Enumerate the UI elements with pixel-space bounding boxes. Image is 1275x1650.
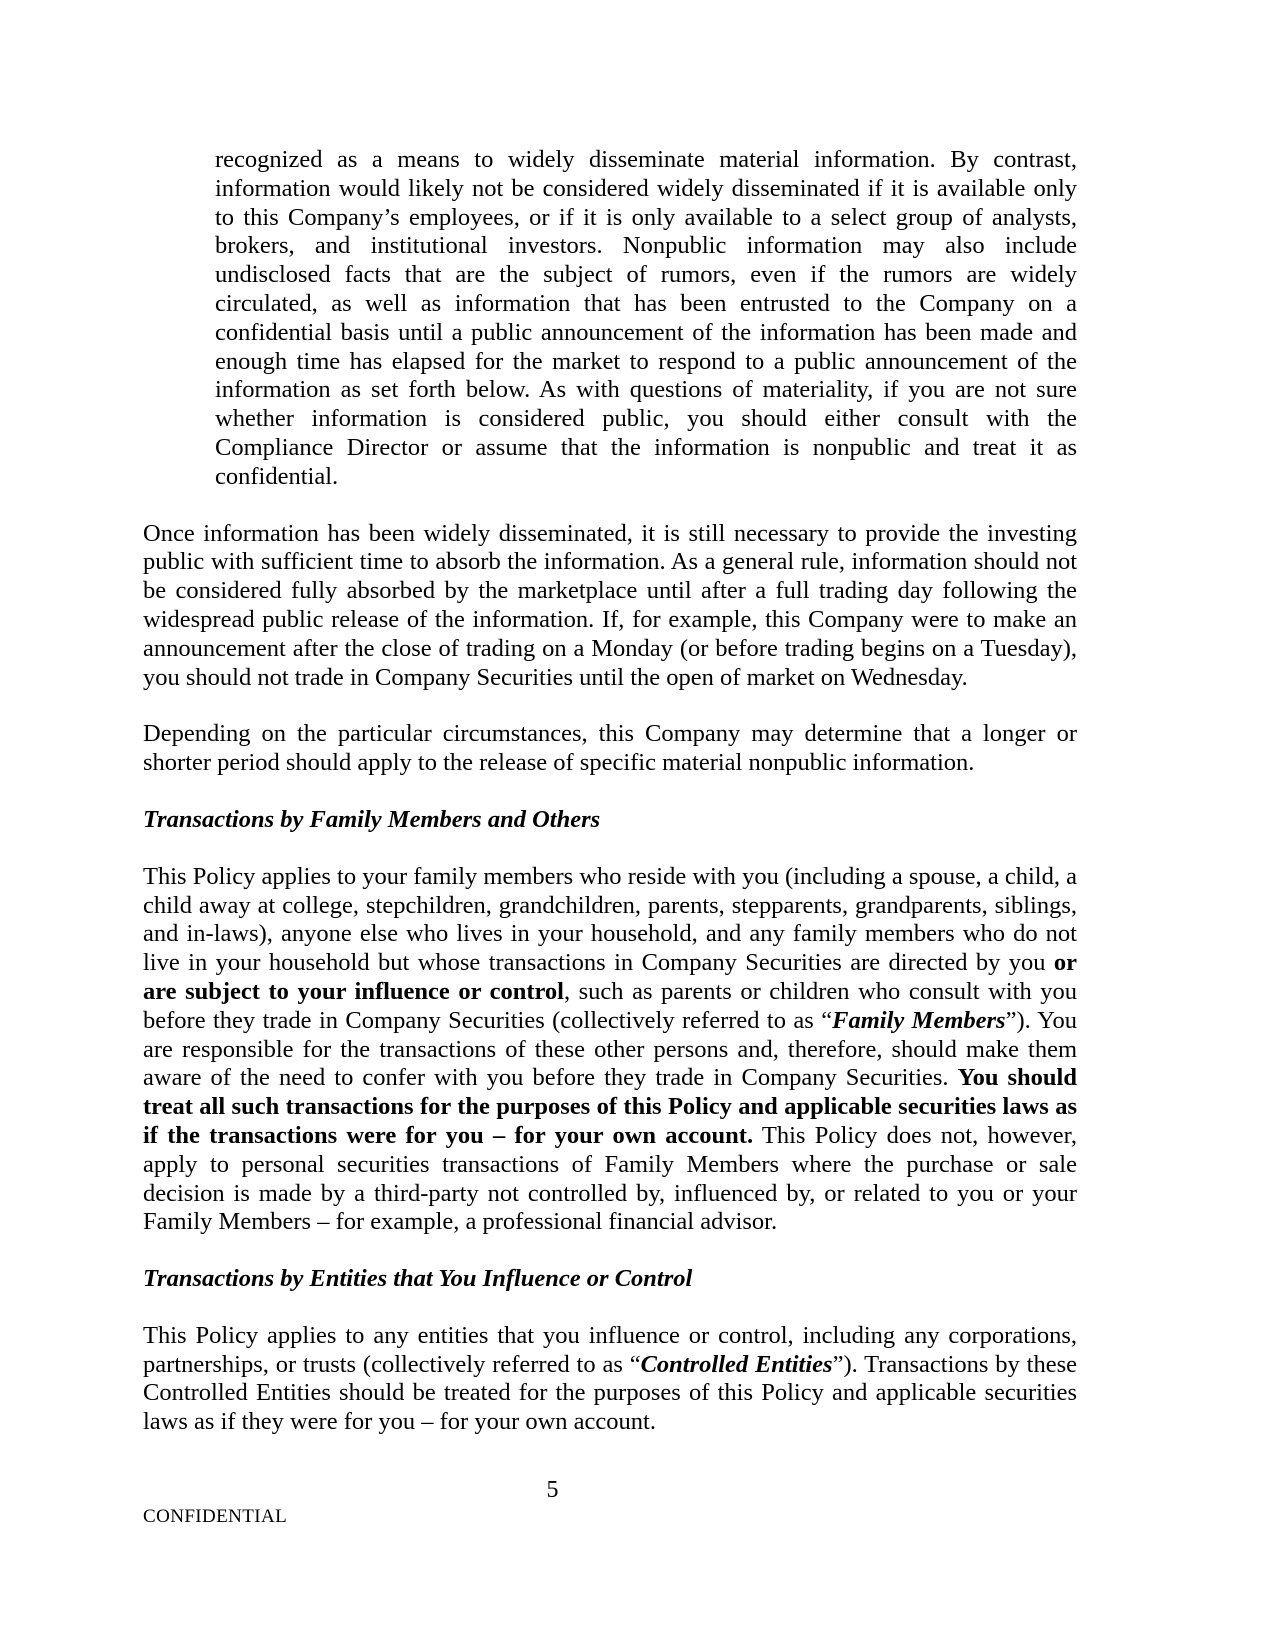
heading-controlled-entities: Transactions by Entities that You Influence or Control xyxy=(143,1265,693,1293)
paragraph-period-determination: Depending on the particular circumstances, this Company may determine that a longer or shorter period should apply to the release of specific material nonpublic information. xyxy=(143,720,1077,777)
heading-family-members: Transactions by Family Members and Others xyxy=(143,805,601,833)
page-content xyxy=(143,146,1077,1465)
paragraph-dissemination-timing: Once information has been widely disseminated, it is still necessary to provide the investing public with sufficient time to absorb the information. As a general rule, information should not be considered fully absorbed by the marketplace until after a full trading day following the widespread public release of the information. If, for example, this Company were to make an announcement after the close of trading on a Monday (or before trading begins on a Tuesday), you should not trade in Company Securities until the open of market on Wednesday. xyxy=(143,519,1077,691)
paragraph-controlled-entities: This Policy applies to any entities that you influence or control, including any corporations, partnerships, or trusts (collectively referred to as “Controlled Entities”). Transactions by these Controlled Entities should be treated for the purposes of this Policy and applicable securities laws as if they were for you – for your own account. xyxy=(143,1321,1077,1436)
paragraph-family-members: This Policy applies to your family members who reside with you (including a spouse, a child, a child away at college, stepchildren, grandchildren, parents, stepparents, grandparents, siblings, and in-laws), anyone else who lives in your household, and any family members who do not live in your household but whose transactions in Company Securities are directed by you or are subject to your influence or control, such as parents or children who consult with you before they trade in Company Securities (collectively referred to as “Family Members”). You are responsible for the transactions of these other persons and, therefore, should make them aware of the need to confer with you before they trade in Company Securities. You should treat all such transactions for the purposes of this Policy and applicable securities laws as if the transactions were for you – for your own account. This Policy does not, however, apply to personal securities transactions of Family Members where the purchase or sale decision is made by a third-party not controlled by, influenced by, or related to you or your Family Members – for example, a professional financial advisor. xyxy=(143,862,1077,1236)
paragraph-nonpublic-information: recognized as a means to widely disseminate material information. By contrast, information would likely not be considered widely disseminated if it is available only to this Company’s employees, or if it is only available to a select group of analysts, brokers, and institutional investors. Nonpublic information may also include undisclosed facts that are the subject of rumors, even if the rumors are widely circulated, as well as information that has been entrusted to the Company on a confidential basis until a public announcement of the information has been made and enough time has elapsed for the market to respond to a public announcement of the information as set forth below. As with questions of materiality, if you are not sure whether information is considered public, you should either consult with the Compliance Director or assume that the information is nonpublic and treat it as confidential. xyxy=(215,146,1077,490)
page-number: 5 xyxy=(546,1477,559,1503)
confidential-label: CONFIDENTIAL xyxy=(143,1506,288,1527)
